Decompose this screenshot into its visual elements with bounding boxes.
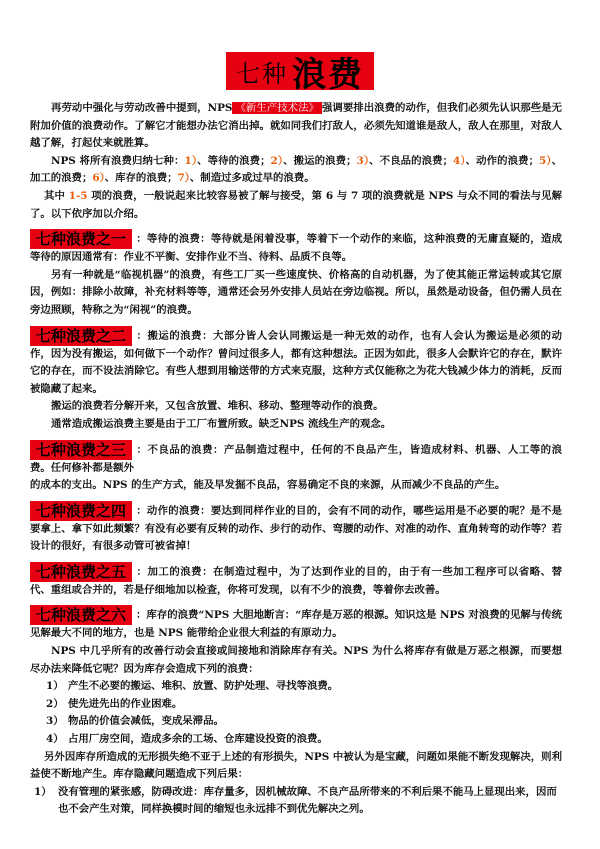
title-part-2: 浪费 bbox=[292, 54, 364, 95]
highlight-nps-method: 《新生产技术法》 bbox=[232, 102, 322, 114]
list-item bbox=[34, 784, 562, 819]
list-item-text: 没有管理的紧张感，防碍改进：库存量多，因机械故障、不良产品所带来的不利后果不能马上显现出来，因而也不会产生对策，同样换模时间的缩短也永远排不到优先解决之列。 bbox=[58, 785, 557, 816]
section-3 bbox=[30, 440, 562, 478]
intro-text: 再劳动中强化与劳动改善中提到，NPS bbox=[51, 102, 233, 114]
list-item bbox=[46, 731, 562, 749]
intro-text: 、搬运的浪费； bbox=[283, 154, 357, 167]
list-item-number: 2） bbox=[46, 697, 64, 710]
list-item bbox=[46, 713, 562, 731]
list-item-number: 4） bbox=[46, 733, 64, 746]
section-6-heading: 七种浪费之六 bbox=[30, 605, 132, 625]
section-2-paragraph-2: 搬运的浪费若分解开来，又包含放置、堆积、移动、整理等动作的浪费。 bbox=[51, 400, 384, 413]
section-6 bbox=[30, 605, 562, 643]
list-item bbox=[46, 678, 562, 696]
section-2-text: ：搬运的浪费：大部分皆人会认同搬运是一种无效的动作，也有人会认为搬运是必须的动作，因为没有搬运，如何做下一个动作？曾问过很多人，都有这种想法。正因为如此，很多人会默许它的存在，默许它的存在，而不设法消除它。有些人想到用输送带的方式来克服，这种方式仅能称之为花大钱减少体力的消耗，反而被隐藏了起来。 bbox=[30, 329, 562, 395]
intro-text: 、制造过多或过早的浪费。 bbox=[189, 172, 315, 185]
intro-text: 、动作的浪费； bbox=[465, 154, 540, 167]
intro-text: 其中 bbox=[44, 189, 69, 202]
section-1-heading: 七种浪费之一 bbox=[30, 229, 132, 249]
intro-text: 、等待的浪费； bbox=[197, 154, 271, 167]
section-1-paragraph-2: 另有一种就是“临视机器”的浪费，有些工厂买一些速度快、价格高的自动机器，为了使其能正常运转或其它原因，例如：排除小故障，补充材料等等，通常还会另外安排人员站在旁边临视。所以，虽然是动设备，但仍需人员在旁边照顾，特称之为“闲视”的浪费。 bbox=[30, 268, 562, 316]
section-3-heading: 七种浪费之三 bbox=[30, 440, 132, 460]
list-item bbox=[46, 696, 562, 714]
intro-paragraph-2 bbox=[30, 153, 562, 188]
list-item-text: 占用厂房空间，造成多余的工场、仓库建设投资的浪费。 bbox=[68, 733, 328, 746]
intro-text: 、库存的浪费； bbox=[104, 172, 178, 185]
waste-number: 2） bbox=[270, 154, 284, 167]
list-item-text: 使先进先出的作业困难。 bbox=[68, 697, 183, 710]
section-4-text: ：动作的浪费：要达到同样作业的目的，会有不同的动作，哪些运用是不必要的呢？是不是要拿上、拿下如此频繁？有没有必要有反转的动作、步行的动作、弯腰的动作、对准的动作、直角转弯的动作等？若设计的很好，有很多动管可被省掉！ bbox=[30, 504, 562, 553]
section-6-paragraph-3: 另外因库存所造成的无形损失绝不亚于上述的有形损失，NPS 中被认为是宝藏，问题如果能不断发现解决，则利益使不断地产生。库存隐藏问题造成下列后果： bbox=[30, 750, 562, 781]
section-5-text: ：加工的浪费：在制造过程中，为了达到作业的目的，由于有一些加工程序可以省略、替代、重组或合并的，若是仔细地加以检查，你将可发现，以有不少的浪费，等着你去改善。 bbox=[30, 565, 562, 596]
item-range: 1-5 bbox=[68, 189, 88, 202]
waste-number: 3） bbox=[356, 154, 370, 167]
section-4 bbox=[30, 501, 562, 556]
waste-number: 6） bbox=[92, 172, 105, 185]
inventory-waste-list bbox=[30, 678, 562, 748]
waste-number: 5） bbox=[539, 154, 552, 167]
section-3-text: ：不良品的浪费：产品制造过程中，任何的不良品产生，皆造成材料、机器、人工等的浪费。任何修补都是额外 bbox=[30, 443, 562, 474]
list-item-number: 1） bbox=[34, 785, 52, 798]
intro-text: 、加工的浪费； bbox=[30, 154, 563, 185]
intro-text: NPS 将所有浪费归纳七种： bbox=[51, 154, 185, 167]
section-1 bbox=[30, 229, 562, 267]
waste-number: 1） bbox=[184, 154, 198, 167]
intro-text: 强调要排出浪费的动作，但我们必须先认识那些是无附加价值的浪费动作。了解它才能想办法它消出掉。就如同我们打敌人，必须先知道谁是敌人，敌人在那里，对敌人越了解，打起仗来就胜算。 bbox=[30, 102, 563, 150]
list-item-number: 1） bbox=[46, 680, 64, 693]
section-4-heading: 七种浪费之四 bbox=[30, 501, 132, 521]
page-title bbox=[226, 52, 374, 95]
intro-paragraph-3 bbox=[30, 188, 562, 223]
document-body bbox=[30, 100, 562, 819]
hidden-problem-list bbox=[30, 784, 562, 819]
list-item-number: 3） bbox=[46, 715, 64, 728]
intro-text: 、不良品的浪费； bbox=[369, 154, 454, 167]
waste-number: 4） bbox=[453, 154, 466, 167]
section-6-text: ：库存的浪费“NPS 大胆地断言：“库存是万恶的根源。知识这是 NPS 对浪费的见解与传统见解最大不同的地方，也是 NPS 能带给企业很大利益的有原动力。 bbox=[30, 609, 562, 640]
intro-paragraph-1 bbox=[30, 100, 562, 153]
title-part-1: 七种 bbox=[236, 59, 288, 88]
intro-text: 项的浪费，一般说起来比较容易被了解与接受，第 6 与 7 项的浪费就是 NPS 与众不同的看法与见解了。以下依序加以介绍。 bbox=[30, 189, 562, 220]
section-2-heading: 七种浪费之二 bbox=[30, 326, 132, 346]
section-2 bbox=[30, 326, 562, 399]
section-2-paragraph-3: 通常造成搬运浪费主要是由于工厂布置所致。缺乏NPS 流线生产的观念。 bbox=[51, 417, 392, 430]
section-6-paragraph-2: NPS 中几乎所有的改善行动会直接或间接地和消除库存有关。NPS 为什么将库存有做是万恶之根源，而要想尽办法来降低它呢？因为库存会造成下列的浪费： bbox=[30, 645, 562, 675]
section-5 bbox=[30, 562, 562, 600]
section-5-heading: 七种浪费之五 bbox=[30, 562, 132, 582]
list-item-text: 物品的价值会减低，变成呆滞品。 bbox=[68, 715, 224, 728]
section-3-paragraph-2: 的成本的支出。NPS 的生产方式，能及早发掘不良品，容易确定不良的来源，从而减少不良品的产生。 bbox=[30, 479, 506, 492]
section-1-text: ：等待的浪费：等待就是闲着没事，等着下一个动作的来临，这种浪费的无庸直疑的，造成等待的原因通常有：作业不平衡、安排作业不当、待料、品质不良等。 bbox=[30, 233, 562, 264]
waste-number: 7） bbox=[177, 172, 190, 185]
list-item-text: 产生不必要的搬运、堆积、放置、防护处理、寻找等浪费。 bbox=[68, 680, 339, 693]
